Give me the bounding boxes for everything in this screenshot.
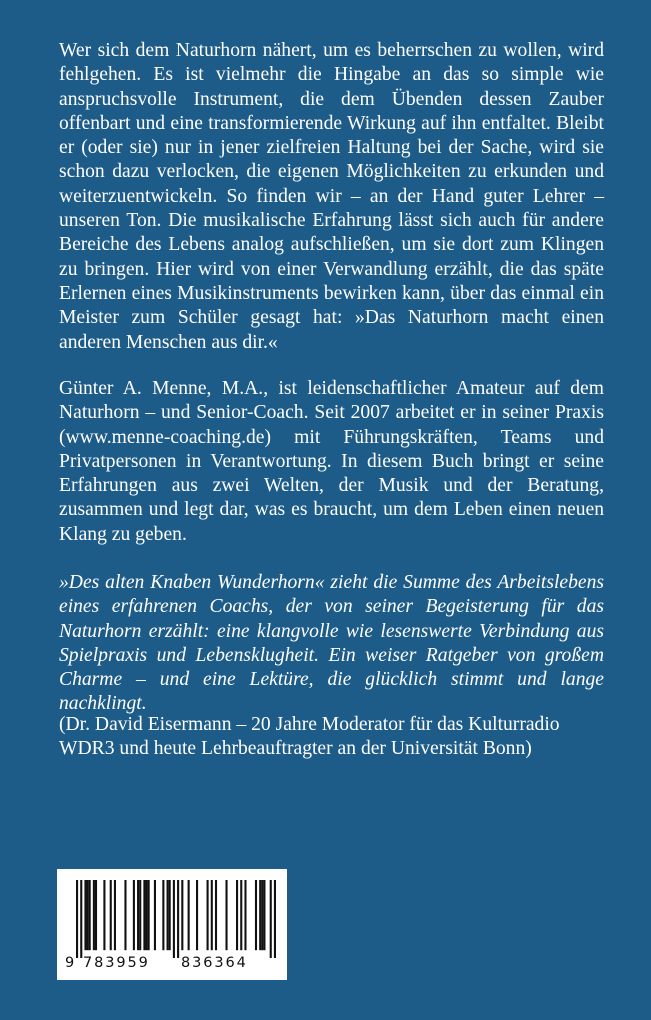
barcode-bar (95, 880, 97, 950)
barcode-bar (84, 880, 86, 950)
barcode-bar (274, 880, 276, 958)
barcode-bar (173, 880, 175, 958)
barcode-first-digit: 9 (65, 955, 76, 971)
barcode-bar (181, 880, 183, 950)
barcode-bar (211, 880, 213, 950)
barcode-bar (133, 880, 135, 950)
barcode-bar (154, 880, 156, 950)
barcode-bar (87, 880, 89, 950)
review-credit-text: (Dr. David Eisermann – 20 Jahre Moderator für das Kulturradio WDR3 und heute Lehrbeauftragter an der Universität Bonn) (59, 714, 560, 760)
blurb-paragraph (59, 39, 604, 355)
barcode-bars (76, 880, 276, 958)
barcode-bar (103, 880, 105, 950)
blurb-text: Wer sich dem Naturhorn nähert, um es beherrschen zu wollen, wird fehlgehen. Es ist vielmehr die Hingabe an das so simple wie anspruchsvolle Instrument, die dem Übenden dessen Zauber offenbart und eine transformierende Wirkung auf ihn entfaltet. Bleibt er (oder sie) nur in jener zielfreien Haltung bei der Sache, wird sie schon dazu verlocken, die eigenen Möglichkeiten zu erkunden und weiterzuentwickeln. So finden wir – an der Hand guter Lehrer – unseren Ton. Die musikalische Erfahrung lässt sich auch für andere Bereiche des Lebens analog aufschließen, um sie dort zum Klingen zu bringen. Hier wird von einer Verwandlung erzählt, die das späte Erlernen eines Musikinstruments bewirken kann, über das einmal ein Meister zum Schüler gesagt hat: »Das Naturhorn macht einen anderen Menschen aus dir.« (59, 40, 604, 353)
barcode-bar (196, 880, 198, 950)
barcode-digits (63, 955, 281, 975)
author-bio-paragraph (59, 377, 604, 547)
barcode-bar (207, 880, 209, 950)
barcode-bar (270, 880, 272, 958)
barcode-bar (143, 880, 145, 950)
barcode-bar (93, 880, 95, 950)
author-bio-text: Günter A. Menne, M.A., ist leidenschaftlicher Amateur auf dem Naturhorn – und Senior-Coach. Seit 2007 arbeitet er in seiner Praxis (www.menne-coaching.de) mit Führungskräften, Teams und Privatpersonen in Verantwortung. In diesem Buch bringt er seine Erfahrungen aus zwei Welten, der Musik und der Beratung, zusammen und legt dar, was es braucht, um dem Leben einen neuen Klang zu geben. (59, 378, 604, 545)
barcode-bar (177, 880, 179, 958)
barcode-bar (261, 880, 263, 950)
barcode-bar (263, 880, 265, 950)
barcode-bar (167, 880, 169, 950)
barcode-bar (145, 880, 147, 950)
isbn-barcode (57, 869, 287, 980)
barcode-bar (225, 880, 227, 950)
review-credit-paragraph (59, 713, 604, 762)
barcode-bar (148, 880, 150, 950)
barcode-bar (124, 880, 126, 950)
barcode-bar (89, 880, 91, 950)
barcode-bar (110, 880, 112, 950)
review-quote-text: »Des alten Knaben Wunderhorn« zieht die Summe des Arbeitslebens eines erfahrenen Coachs, der von seiner Begeisterung für das Naturhorn erzählt: eine klangvolle wie lesenswerte Verbindung aus Spielpraxis und Lebensklugheit. Ein weiser Ratgeber von großem Charme – und eine Lektüre, die glücklich stimmt und lange nachklingt. (59, 572, 604, 715)
barcode-bar (80, 880, 82, 958)
barcode-bar (76, 880, 78, 958)
barcode-bar (240, 880, 242, 950)
barcode-bar (139, 880, 141, 950)
barcode-right-group: 836364 (181, 955, 248, 971)
review-quote-paragraph (59, 571, 604, 717)
barcode-bar (137, 880, 139, 950)
barcode-bar (215, 880, 217, 950)
barcode-bar (188, 880, 190, 950)
barcode-bar (236, 880, 238, 950)
barcode-left-group: 783959 (83, 955, 150, 971)
barcode-bar (259, 880, 261, 950)
barcode-bar (255, 880, 257, 950)
barcode-bar (162, 880, 164, 950)
barcode-bar (114, 880, 116, 950)
barcode-bar (244, 880, 246, 950)
barcode-bar (169, 880, 171, 950)
